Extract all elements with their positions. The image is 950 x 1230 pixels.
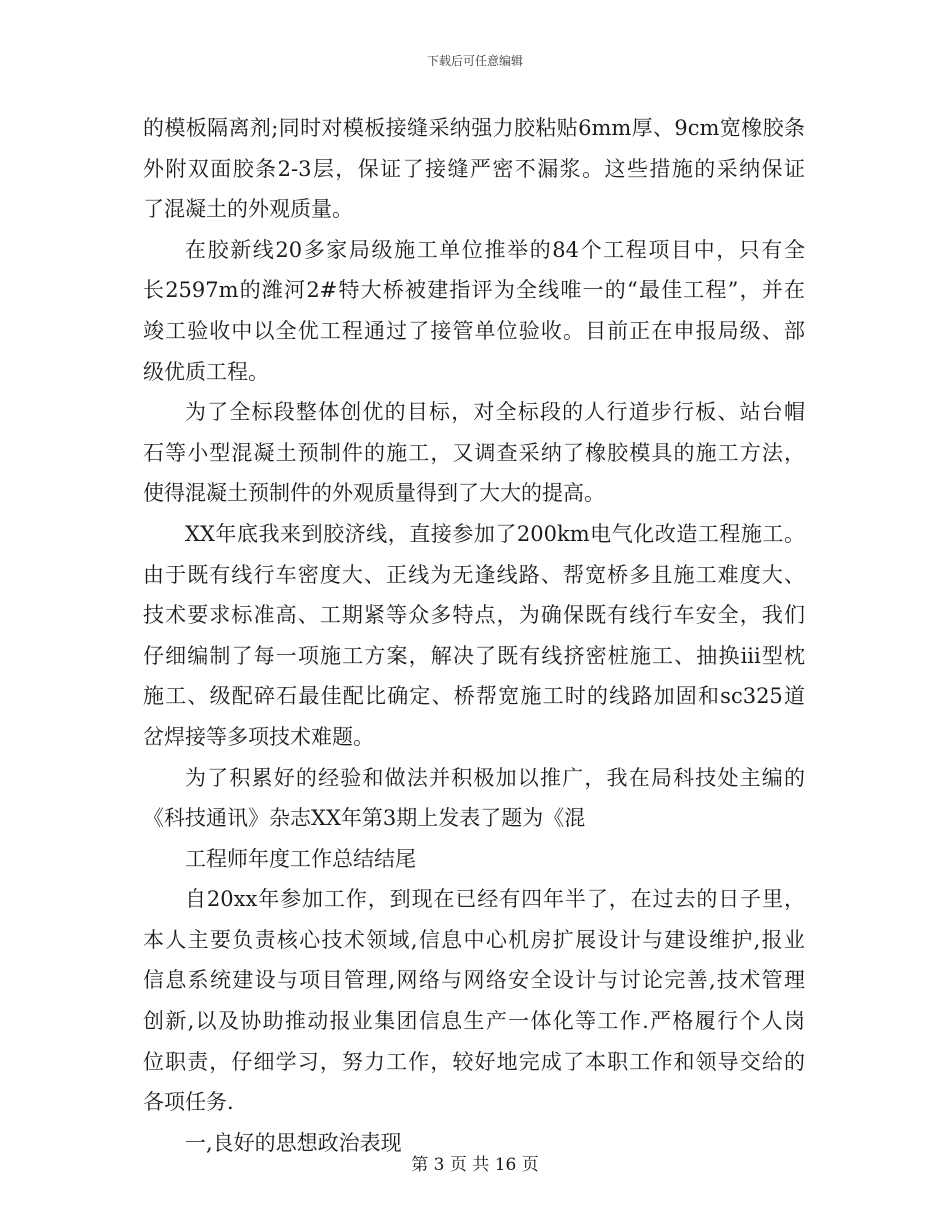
text-line: 的模板隔离剂;同时对模板接缝采纳强力胶粘贴6mm厚、9cm宽橡胶条 bbox=[143, 116, 805, 140]
text-line: 仔细编制了每一项施工方案，解决了既有线挤密桩施工、抽换iii型枕 bbox=[143, 643, 805, 668]
text-line: 在胶新线20多家局级施工单位推举的84个工程项目中，只有全 bbox=[185, 237, 805, 262]
text-line: 为了全标段整体创优的目标，对全标段的人行道步行板、站台帽 bbox=[185, 400, 805, 425]
text-line: 岔焊接等多项技术难题。 bbox=[143, 724, 374, 749]
text-line: 各项任务. bbox=[143, 1090, 234, 1115]
text-line: 为了积累好的经验和做法并积极加以推广，我在局科技处主编的 bbox=[185, 765, 805, 790]
text-line: 由于既有线行车密度大、正线为无逢线路、帮宽桥多且施工难度大、 bbox=[143, 562, 805, 587]
page-number-footer: 第 3 页 共 16 页 bbox=[411, 1155, 539, 1175]
text-line: 长2597m的潍河2#特大桥被建指评为全线唯一的“最佳工程”，并在 bbox=[143, 278, 805, 303]
text-line: 本人主要负责核心技术领域,信息中心机房扩展设计与建设维护,报业 bbox=[143, 927, 805, 952]
text-line: XX年底我来到胶济线，直接参加了200km电气化改造工程施工。 bbox=[185, 521, 805, 546]
text-line: 创新,以及协助推动报业集团信息生产一体化等工作.严格履行个人岗 bbox=[143, 1009, 805, 1034]
text-line: 技术要求标准高、工期紧等众多特点，为确保既有线行车安全，我们 bbox=[143, 603, 805, 628]
text-line: 外附双面胶条2-3层，保证了接缝严密不漏浆。这些措施的采纳保证 bbox=[143, 156, 805, 181]
text-line: 施工、级配碎石最佳配比确定、桥帮宽施工时的线路加固和sc325道 bbox=[143, 684, 805, 709]
section-heading: 一,良好的思想政治表现 bbox=[185, 1130, 402, 1155]
text-line: 竣工验收中以全优工程通过了接管单位验收。目前正在申报局级、部 bbox=[143, 318, 805, 343]
text-line: 自20xx年参加工作，到现在已经有四年半了，在过去的日子里， bbox=[185, 887, 805, 912]
page-header-note: 下载后可任意编辑 bbox=[426, 54, 523, 68]
text-line: 信息系统建设与项目管理,网络与网络安全设计与讨论完善,技术管理 bbox=[143, 968, 805, 993]
text-line: 使得混凝土预制件的外观质量得到了大大的提高。 bbox=[143, 481, 605, 506]
text-line: 石等小型混凝土预制件的施工，又调查采纳了橡胶模具的施工方法， bbox=[143, 440, 805, 465]
document-body bbox=[143, 108, 805, 1163]
text-line: 了混凝土的外观质量。 bbox=[143, 197, 353, 222]
text-line: 位职责，仔细学习，努力工作，较好地完成了本职工作和领导交给的 bbox=[143, 1049, 805, 1074]
section-title: 工程师年度工作总结结尾 bbox=[185, 846, 416, 871]
text-line: 《科技通讯》杂志XX年第3期上发表了题为《混 bbox=[143, 806, 586, 831]
text-line: 级优质工程。 bbox=[143, 359, 269, 384]
